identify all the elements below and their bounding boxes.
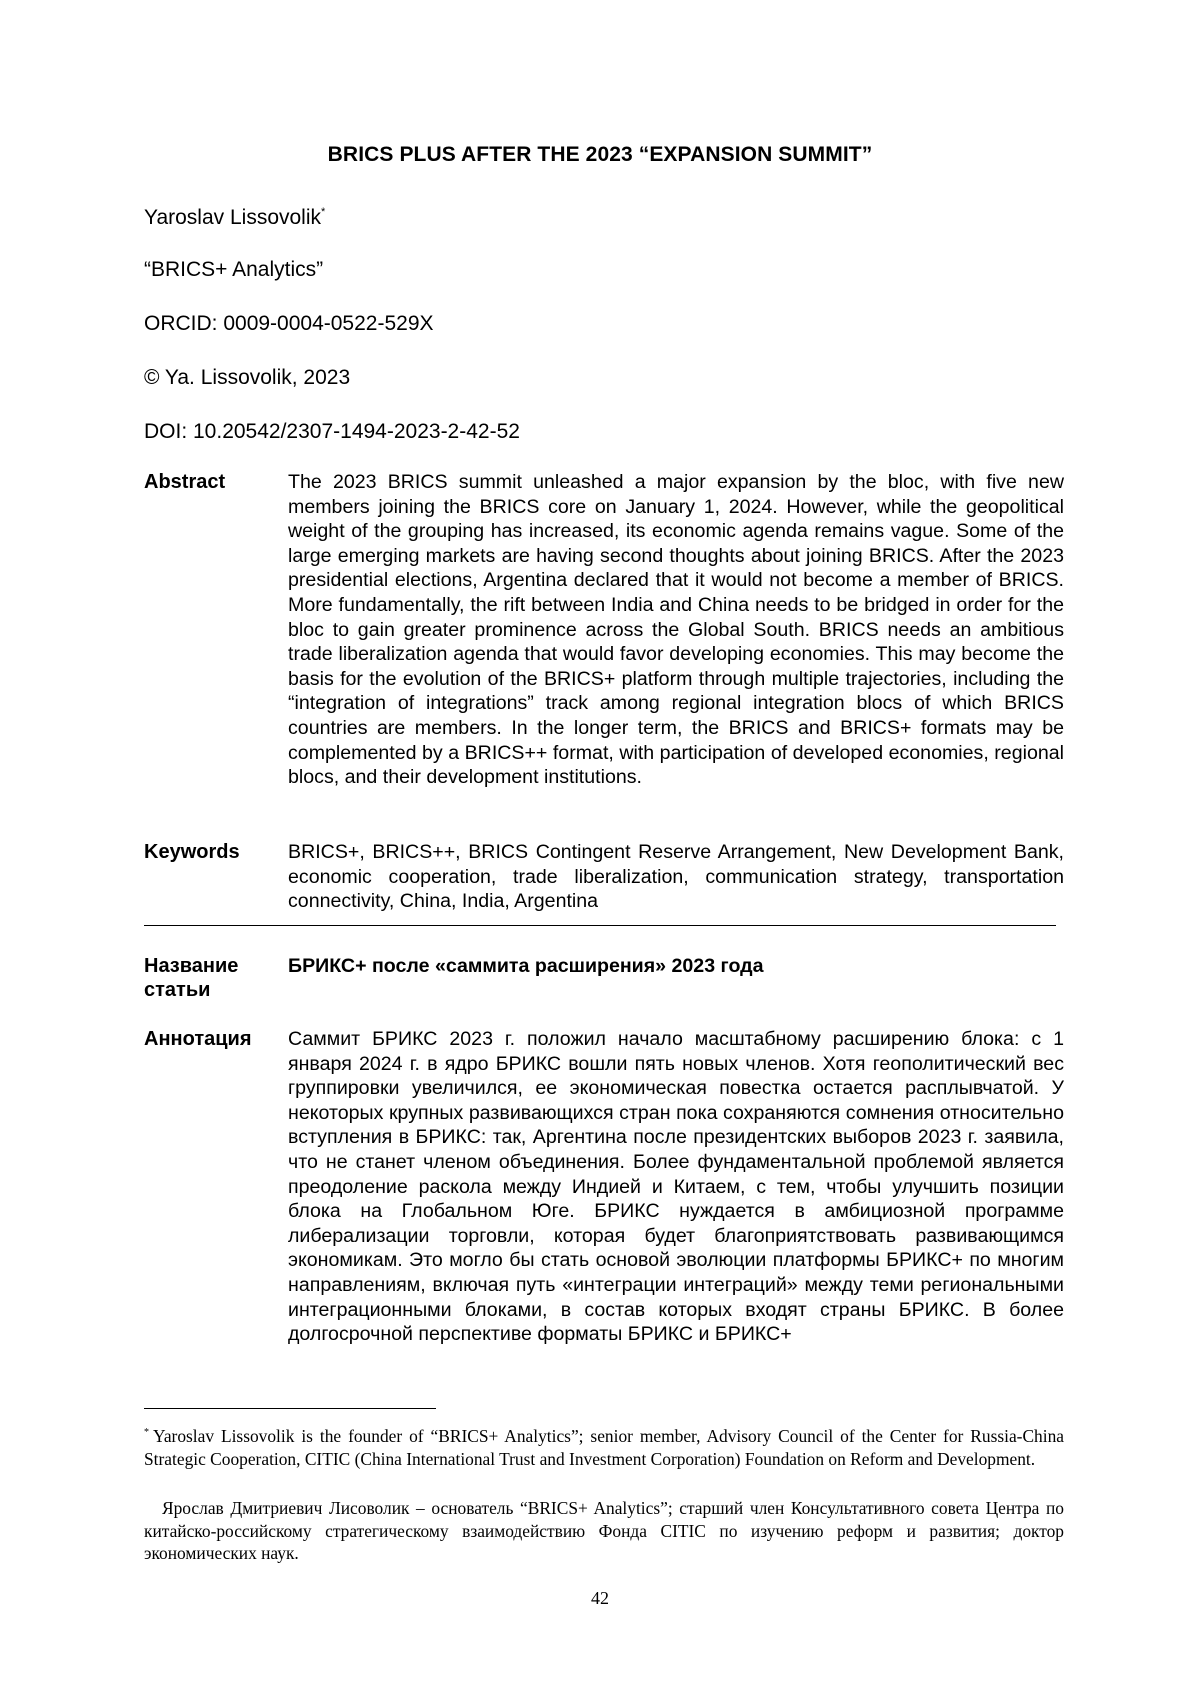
- footnote-divider: [144, 1408, 436, 1409]
- russian-title: БРИКС+ после «саммита расширения» 2023 года: [288, 955, 764, 977]
- article-title: BRICS PLUS AFTER THE 2023 “EXPANSION SUMMIT”: [327, 143, 873, 166]
- author-name: Yaroslav Lissovolik: [144, 206, 322, 229]
- footnote-english: [144, 1422, 1064, 1470]
- orcid: ORCID: 0009-0004-0522-529X: [144, 312, 434, 335]
- russian-title-label: Название статьи: [144, 955, 239, 1001]
- footnote-mark: *: [144, 1427, 149, 1438]
- page-number: 42: [591, 1588, 609, 1608]
- abstract-text: The 2023 BRICS summit unleashed a major expansion by the bloc, with five new members joining the BRICS core on January 1, 2024. However, while the geopolitical weight of the grouping has increased, its economic agenda remains vague. Some of the large emerging markets are having second thoughts about joining BRICS. After the 2023 presidential elections, Argentina declared that it would not become a member of BRICS. More fundamentally, the rift between India and China needs to be bridged in order for the bloc to gain greater prominence across the Global South. BRICS needs an ambitious trade liberalization agenda that would favor developing economies. This may become the basis for the evolution of the BRICS+ platform through multiple trajectories, including the “integration of integrations” track among regional integration blocs of which BRICS countries are members. In the longer term, the BRICS and BRICS+ formats may be complemented by a BRICS++ format, with participation of developed economies, regional blocs, and their development institutions.: [288, 471, 1064, 789]
- copyright-notice: © Ya. Lissovolik, 2023: [144, 366, 351, 389]
- affiliation: “BRICS+ Analytics”: [144, 258, 324, 281]
- russian-abstract-label: Аннотация: [144, 1028, 252, 1050]
- section-divider: [144, 925, 1056, 926]
- author-line: [144, 199, 325, 231]
- abstract-label: Abstract: [144, 471, 226, 493]
- footnote-english-text: Yaroslav Lissovolik is the founder of “BRICS+ Analytics”; senior member, Advisory Council of the Center for Russia-China Strategic Cooperation, CITIC (China International Trust and Investment Corporation) Foundation on Reform and Development.: [144, 1426, 1064, 1469]
- keywords-text: BRICS+, BRICS++, BRICS Contingent Reserve Arrangement, New Development Bank, economic cooperation, trade liberalization, communication strategy, transportation connectivity, China, India, Argentina: [288, 841, 1064, 913]
- footnote-russian: Ярослав Дмитриевич Лисоволик – основатель “BRICS+ Analytics”; старший член Консультативного совета Центра по китайско-российскому стратегическому взаимодействию Фонда CITIC по изучению реформ и развития; доктор экономических наук.: [144, 1498, 1064, 1563]
- author-footnote-mark: *: [321, 206, 326, 218]
- russian-abstract-text: Саммит БРИКС 2023 г. положил начало масштабному расширению блока: с 1 января 2024 г. в ядро БРИКС вошли пять новых членов. Хотя геополитический вес группировки увеличился, ее экономическая повестка остается расплывчатой. У некоторых крупных развивающихся стран пока сохраняются сомнения относительно вступления в БРИКС: так, Аргентина после президентских выборов 2023 г. заявила, что не станет членом объединения. Более фундаментальной проблемой является преодоление раскола между Индией и Китаем, с тем, чтобы улучшить позиции блока на Глобальном Юге. БРИКС нуждается в амбициозной программе либерализации торговли, которая будет благоприятствовать развивающимся экономикам. Это могло бы стать основой эволюции платформы БРИКС+ по многим направлениям, включая путь «интеграции интеграций» между теми региональными интеграционными блоками, в состав которых входят страны БРИКС. В более долгосрочной перспективе форматы БРИКС и БРИКС+: [288, 1028, 1064, 1346]
- doi: DOI: 10.20542/2307-1494-2023-2-42-52: [144, 420, 520, 443]
- keywords-label: Keywords: [144, 841, 240, 863]
